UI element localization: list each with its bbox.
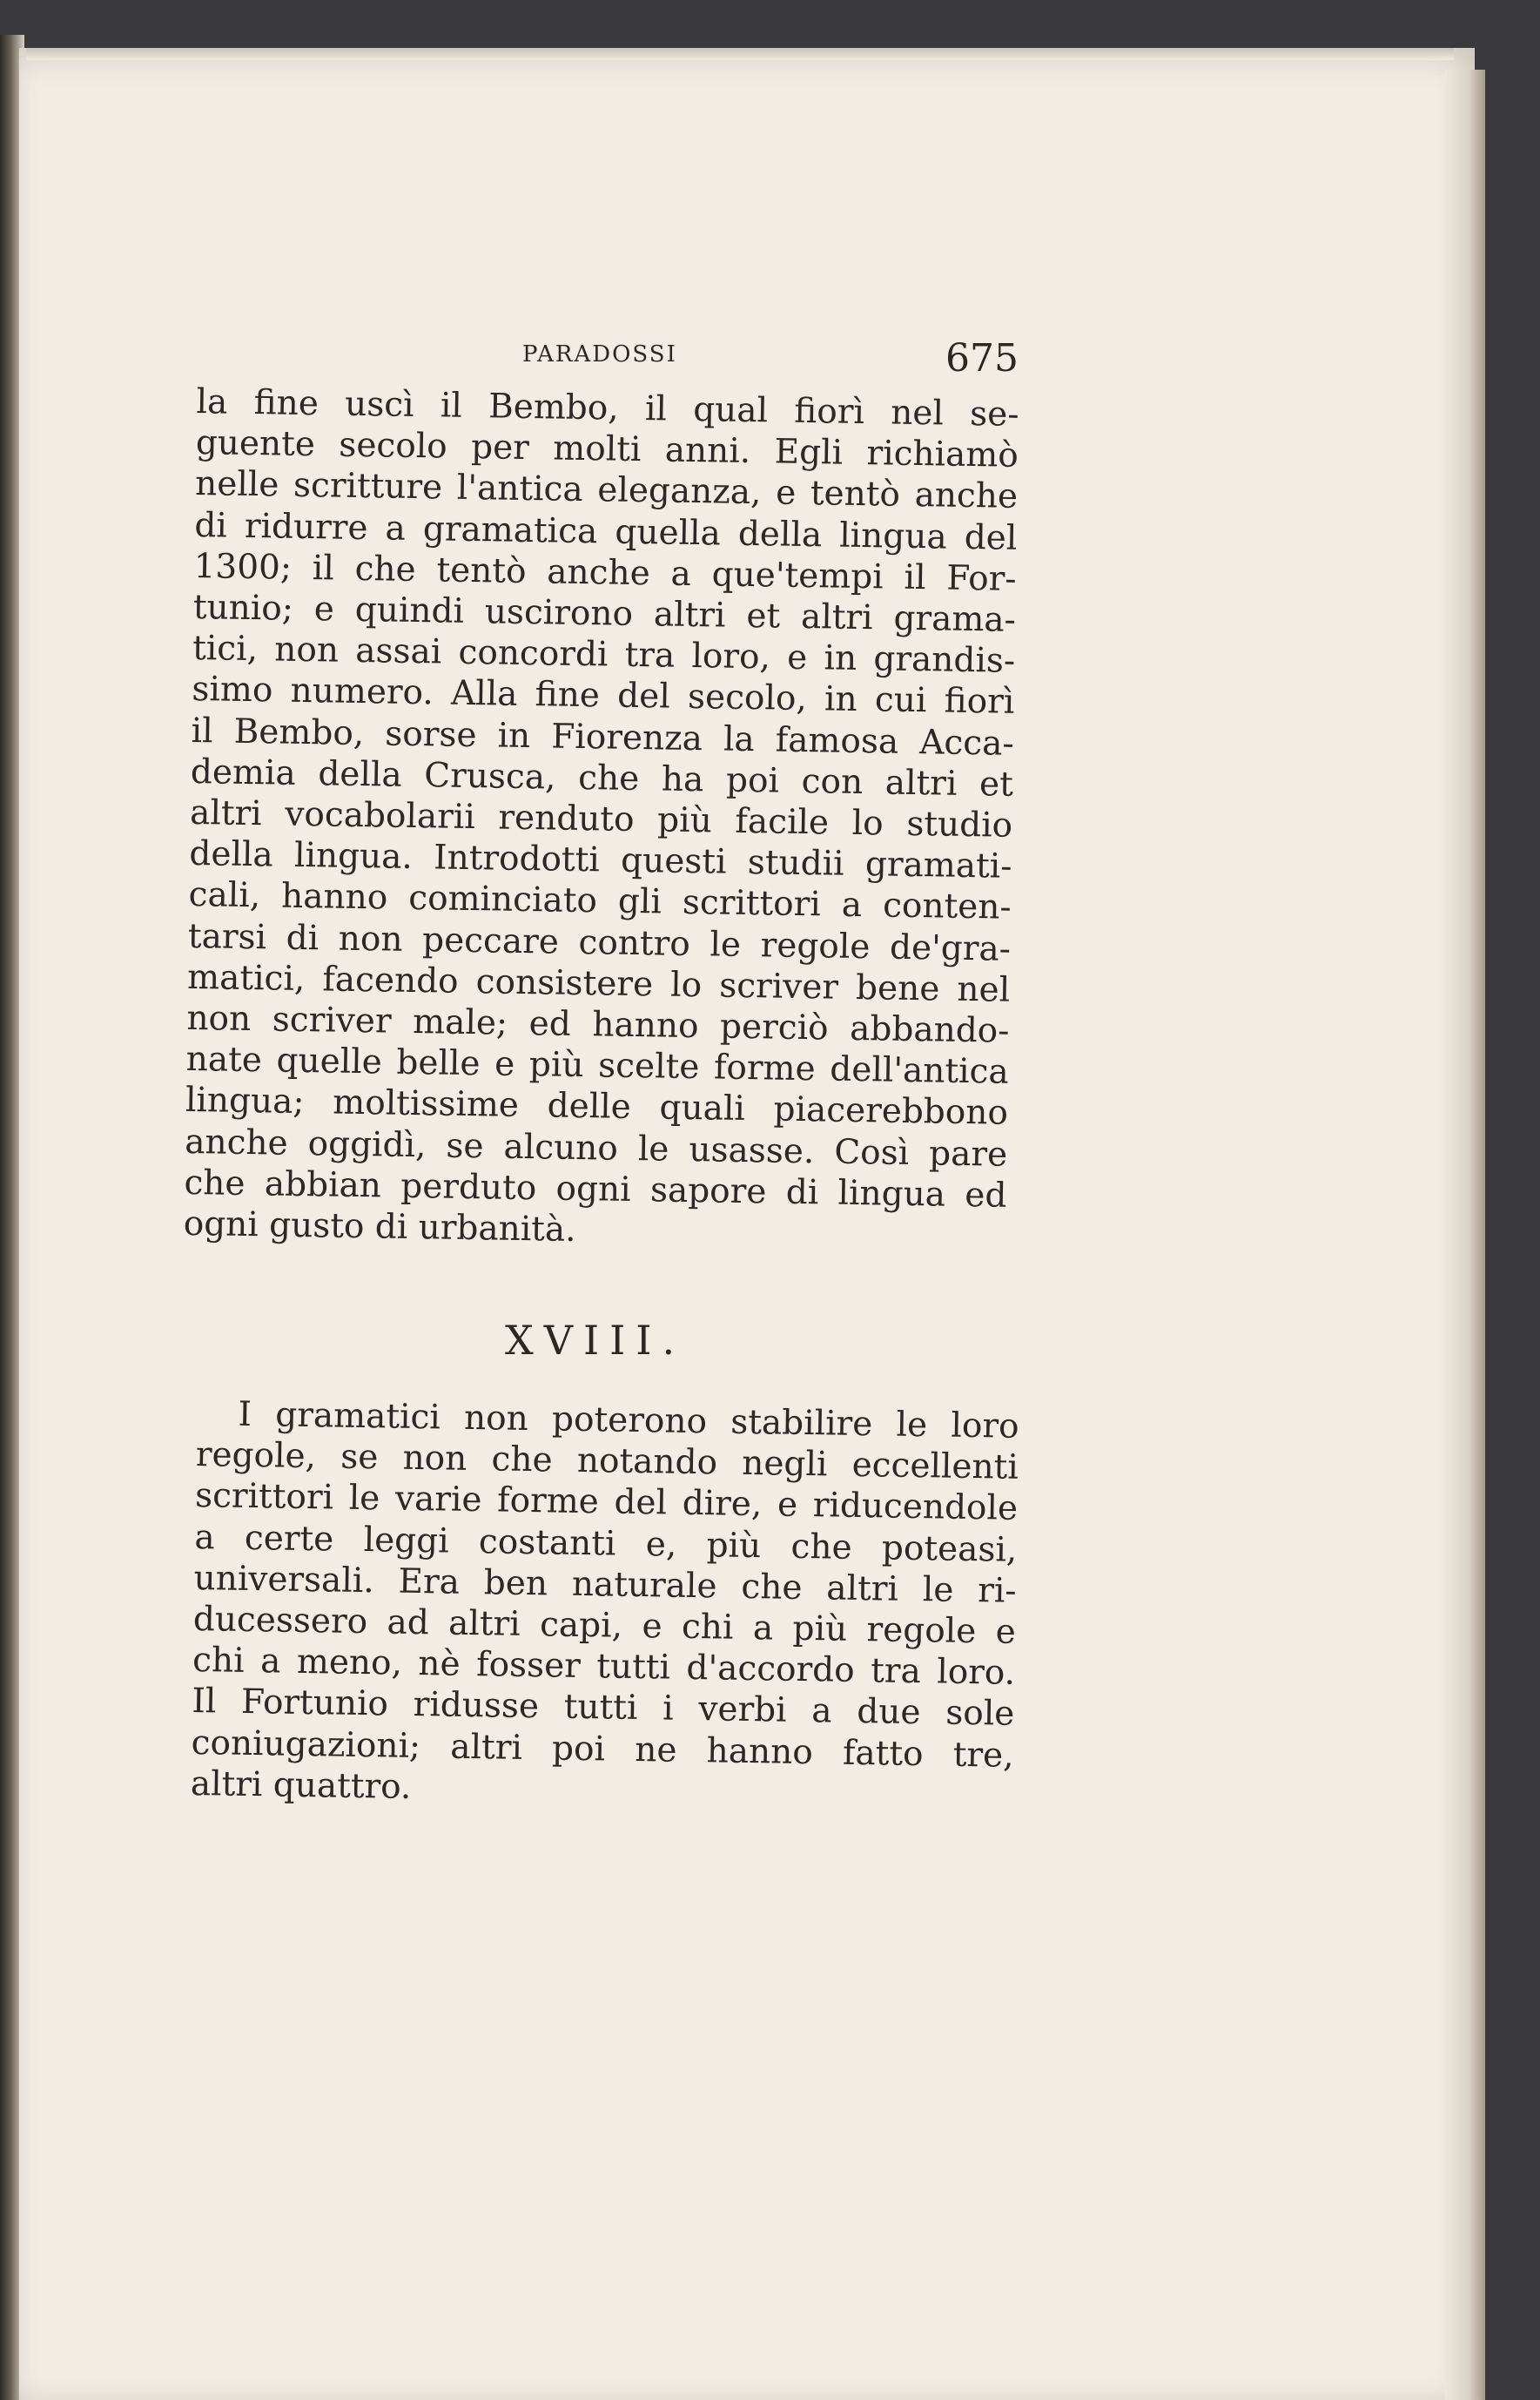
text-line: matici, facendo consistere lo scriver bene nel — [186, 957, 1011, 1010]
text-line: il Bembo, sorse in Fiorenza la famosa Acca- — [191, 711, 1014, 764]
text-line: guente secolo per molti anni. Egli richiamò — [195, 423, 1019, 476]
text-line: altri quattro. — [190, 1763, 412, 1807]
text-line: Il Fortunio ridusse tutti i verbi a due sole — [192, 1682, 1015, 1735]
text-line: che abbian perduto ogni sapore di lingua ed — [184, 1163, 1007, 1216]
section-heading: XVIII. — [505, 1317, 686, 1364]
text-line: ducessero ad altri capi, e chi a più regole e — [192, 1599, 1017, 1652]
text-line: la fine uscì il Bembo, il qual fiorì nel se- — [196, 381, 1019, 435]
text-line: chi a meno, nè fosser tutti d'accordo tra loro. — [192, 1641, 1016, 1694]
text-line: tunio; e quindi uscirono altri et altri grama- — [192, 587, 1017, 640]
text-line: nelle scritture l'antica eleganza, e tentò anche — [194, 464, 1019, 517]
page-top-fold — [26, 48, 1454, 60]
text-line: tarsi di non peccare contro le regole de'gra- — [187, 916, 1012, 969]
text-line: lingua; moltissime delle quali piacerebbono — [185, 1081, 1009, 1134]
text-line: ogni gusto di urbanità. — [183, 1203, 576, 1251]
text-line: scrittori le varie forme del dire, e riducendole — [194, 1476, 1019, 1529]
page-right-edge — [1445, 70, 1485, 2400]
text-line: demia della Crusca, che ha poi con altri et — [190, 752, 1014, 805]
text-line: nate quelle belle e più scelte forme dell'antica — [185, 1040, 1010, 1092]
text-line: cali, hanno cominciato gli scrittori a conten- — [188, 875, 1012, 928]
page-header — [200, 336, 1019, 385]
text-line: anche oggidì, se alcuno le usasse. Così pare — [184, 1122, 1008, 1175]
text-line: di ridurre a gramatica quella della lingua del — [194, 505, 1018, 558]
text-line: regole, se non che notando negli eccellenti — [195, 1435, 1019, 1488]
text-line: I gramatici non poterono stabilire le loro — [238, 1394, 1019, 1446]
paragraph-1 — [183, 381, 1019, 1257]
page-number: 675 — [945, 336, 1019, 381]
text-line: altri vocabolarii renduto più facile lo studio — [189, 792, 1013, 846]
text-line: simo numero. Alla fine del secolo, in cui fiorì — [192, 670, 1015, 723]
text-line: universali. Era ben naturale che altri le ri- — [193, 1558, 1017, 1611]
text-line: non scriver male; ed hanno perciò abbando- — [186, 998, 1010, 1051]
text-line: tici, non assai concordi tra loro, e in grandis- — [192, 629, 1016, 682]
text-line: coniugazioni; altri poi ne hanno fatto tre, — [191, 1722, 1014, 1776]
text-line: 1300; il che tentò anche a que'tempi il For- — [193, 546, 1017, 599]
running-title: PARADOSSI — [522, 341, 677, 367]
text-line: a certe leggi costanti e, più che poteasi, — [194, 1517, 1018, 1570]
paragraph-2 — [191, 1393, 1019, 1817]
text-line: della lingua. Introdotti questi studii gramati- — [189, 834, 1012, 887]
